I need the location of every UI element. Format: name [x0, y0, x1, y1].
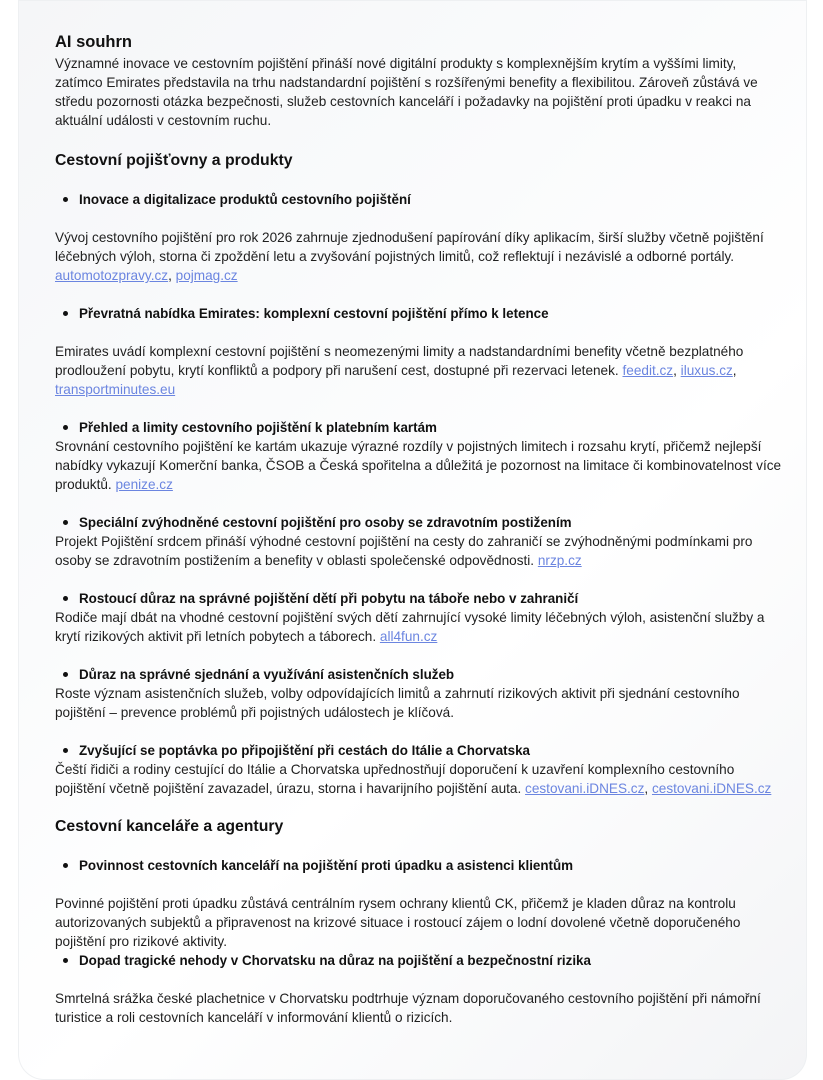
list-item-text: Vývoj cestovního pojištění pro rok 2026 zahrnuje zjednodušení papírování díky aplikacím, širší služby včetně pojištění léčebných výloh, storna či zpoždění letu a zvyšování pojistných limitů, což reflektují i nezávislé a odborné portály. automotozpravy.cz, pojmag.cz — [55, 230, 764, 283]
source-link[interactable]: cestovani.iDNES.cz — [651, 781, 772, 796]
source-link[interactable]: all4fun.cz — [379, 629, 438, 644]
bullet-icon — [63, 863, 68, 868]
list-item-text: Čeští řidiči a rodiny cestující do Itálie a Chorvatska upřednostňují doporučení k uzavření komplexního cestovního pojištění včetně pojištění zavazadel, úrazu, storna i havarijního pojištění auta. cestovani.iDNES.cz, cestovani.iDNES.cz — [55, 762, 772, 796]
list-item-text: Emirates uvádí komplexní cestovní pojištění s neomezenými limity a nadstandardními benefity včetně bezplatného prodloužení pobytu, krytí konfliktů a podpory při narušení cest, dostupné při rezervaci letenek. feedit.cz, iluxus.cz, transportminutes.eu — [55, 344, 744, 397]
summary-title: AI souhrn — [55, 33, 132, 51]
bullet-icon — [63, 311, 68, 316]
list-item-heading: Rostoucí důraz na správné pojištění dětí při pobytu na táboře nebo v zahraničí — [55, 589, 785, 608]
bullet-icon — [63, 672, 68, 677]
bullet-icon — [63, 958, 68, 963]
source-link[interactable]: pojmag.cz — [175, 268, 238, 283]
bullet-icon — [63, 596, 68, 601]
source-link[interactable]: automotozpravy.cz — [55, 268, 169, 283]
source-link[interactable]: nrzp.cz — [537, 553, 582, 568]
section-title: Cestovní pojišťovny a produkty — [55, 152, 293, 169]
list-item-heading: Speciální zvýhodněné cestovní pojištění pro osoby se zdravotním postižením — [55, 513, 785, 532]
bullet-icon — [63, 197, 68, 202]
list-item-heading: Důraz na správné sjednání a využívání asistenčních služeb — [55, 665, 785, 684]
ai-summary-card — [18, 0, 807, 1080]
source-link[interactable]: cestovani.iDNES.cz — [525, 781, 645, 796]
list-item-heading: Zvyšující se poptávka po připojištění při cestách do Itálie a Chorvatska — [55, 741, 785, 760]
list-item-text: Roste význam asistenčních služeb, volby odpovídajících limitů a zahrnutí rizikových aktivit při sjednání cestovního pojištění – prevence problémů při pojistných událostech je klíčová. — [55, 686, 740, 720]
source-link[interactable]: transportminutes.eu — [55, 382, 176, 397]
list-item-heading: Převratná nabídka Emirates: komplexní cestovní pojištění přímo k letence — [55, 304, 785, 323]
bullet-icon — [63, 425, 68, 430]
bullet-icon — [63, 748, 68, 753]
source-link[interactable]: feedit.cz — [622, 363, 674, 378]
list-item-text: Smrtelná srážka české plachetnice v Chorvatsku podtrhuje význam doporučovaného cestovního pojištění při námořní turistice a roli cestovních kanceláří v informování klientů o rizicích. — [55, 991, 761, 1025]
section-title: Cestovní kanceláře a agentury — [55, 818, 284, 835]
list-item-heading: Přehled a limity cestovního pojištění k platebním kartám — [55, 418, 785, 437]
list-item-text: Srovnání cestovního pojištění ke kartám ukazuje výrazné rozdíly v pojistných limitech i rozsahu krytí, přičemž nejlepší nabídky vykazují Komerční banka, ČSOB a Česká spořitelna a důležitá je pozornost na limitace či kombinovatelnost více produktů. penize.cz — [55, 439, 782, 492]
source-link[interactable]: penize.cz — [115, 477, 173, 492]
list-item-text: Projekt Pojištění srdcem přináší výhodné cestovní pojištění na cesty do zahraničí se zvýhodněnými podmínkami pro osoby se zdravotním postižením a benefity v oblasti společenské odpovědnosti. nrzp.cz — [55, 534, 753, 568]
source-link[interactable]: iluxus.cz — [680, 363, 733, 378]
list-item-text: Povinné pojištění proti úpadku zůstává centrálním rysem ochrany klientů CK, přičemž je kladen důraz na kontrolu autorizovaných subjektů a připravenost na krizové situace i rostoucí zájem o lodní dovolené včetně doporučeného pojištění pro rizikové aktivity. — [55, 896, 741, 949]
bullet-icon — [63, 520, 68, 525]
list-item-heading: Povinnost cestovních kanceláří na pojištění proti úpadku a asistenci klientům — [55, 856, 785, 875]
list-item-heading: Dopad tragické nehody v Chorvatsku na důraz na pojištění a bezpečnostní rizika — [55, 951, 785, 970]
list-item-heading: Inovace a digitalizace produktů cestovního pojištění — [55, 190, 785, 209]
summary-text: Významné inovace ve cestovním pojištění přináší nové digitální produkty s komplexnějším krytím a vyššími limity, zatímco Emirates představila na trhu nadstandardní pojištění s rozšířenými benefity a flexibilitou. Zároveň zůstává ve středu pozornosti otázka bezpečnosti, služeb cestovních kanceláří i požadavky na pojištění proti úpadku v reakci na aktuální události v cestovním ruchu. — [55, 56, 758, 128]
list-item-text: Rodiče mají dbát na vhodné cestovní pojištění svých dětí zahrnující vysoké limity léčebných výloh, asistenční služby a krytí rizikových aktivit při letních pobytech a táborech. all4fun.cz — [55, 610, 765, 644]
